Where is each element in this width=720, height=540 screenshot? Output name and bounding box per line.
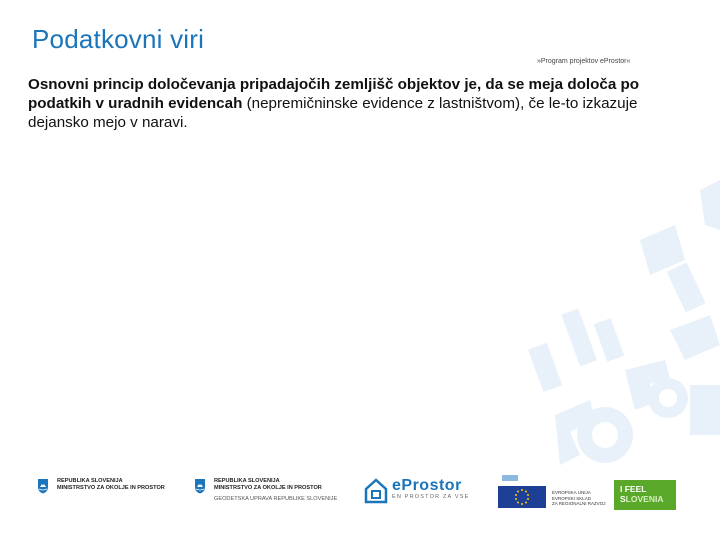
deco-shape bbox=[670, 315, 720, 360]
eprostor-tagline: EN PROSTOR ZA VSE bbox=[392, 494, 470, 500]
eu-line2: EVROPSKI SKLAD bbox=[552, 495, 592, 501]
eu-logo bbox=[498, 472, 606, 508]
deco-shape bbox=[594, 318, 625, 362]
deco-shape bbox=[592, 422, 618, 448]
eu-flag-icon bbox=[498, 472, 546, 508]
logo1-line1: REPUBLIKA SLOVENIJA bbox=[57, 478, 123, 484]
logo2-line1: REPUBLIKA SLOVENIJA bbox=[214, 478, 280, 484]
body-paragraph bbox=[28, 75, 693, 132]
logo1-line2: MINISTRSTVO ZA OKOLJE IN PROSTOR bbox=[57, 485, 165, 491]
deco-shape bbox=[690, 385, 720, 435]
house-icon bbox=[364, 478, 388, 504]
i-feel-slovenia-logo bbox=[614, 480, 676, 510]
slovenia-crest-icon bbox=[37, 478, 49, 494]
body-text-regular: (nepremičninske evidence z lastništvom), če le-to izkazuje dejansko mejo v naravi. bbox=[28, 95, 638, 131]
ifeel-line2-s: S bbox=[620, 494, 626, 504]
ifeel-line2-rest: LOVENIA bbox=[625, 494, 664, 504]
eprostor-name: eProstor bbox=[392, 477, 462, 494]
ifeel-line1: I FEEL bbox=[620, 484, 647, 494]
deco-shape bbox=[667, 262, 706, 312]
slovenia-crest-icon bbox=[194, 478, 206, 494]
decorative-background-graphic bbox=[420, 170, 720, 490]
deco-shape bbox=[561, 309, 597, 367]
eu-line1: EVROPSKA UNIJA bbox=[552, 490, 591, 495]
deco-shape bbox=[659, 389, 677, 407]
eprostor-logo bbox=[364, 478, 469, 504]
deco-shape bbox=[700, 180, 720, 230]
ministry-logo bbox=[37, 478, 165, 494]
page-title: Podatkovni viri bbox=[32, 24, 205, 54]
footer-logos bbox=[0, 470, 720, 530]
eu-line3: ZA REGIONALNI RAZVOJ bbox=[552, 501, 606, 507]
body-text-bold: Osnovni princip določevanja pripadajočih zemljišč objektov je, da se meja določa po podatkih v uradnih evidencah bbox=[28, 76, 640, 112]
deco-shape bbox=[528, 343, 562, 392]
program-subtitle: »Program projektov eProstor« bbox=[537, 58, 631, 65]
logo2-line3: GEODETSKA UPRAVA REPUBLIKE SLOVENIJE bbox=[214, 496, 338, 502]
gurs-logo bbox=[194, 478, 337, 503]
logo2-line2: MINISTRSTVO ZA OKOLJE IN PROSTOR bbox=[214, 485, 322, 491]
